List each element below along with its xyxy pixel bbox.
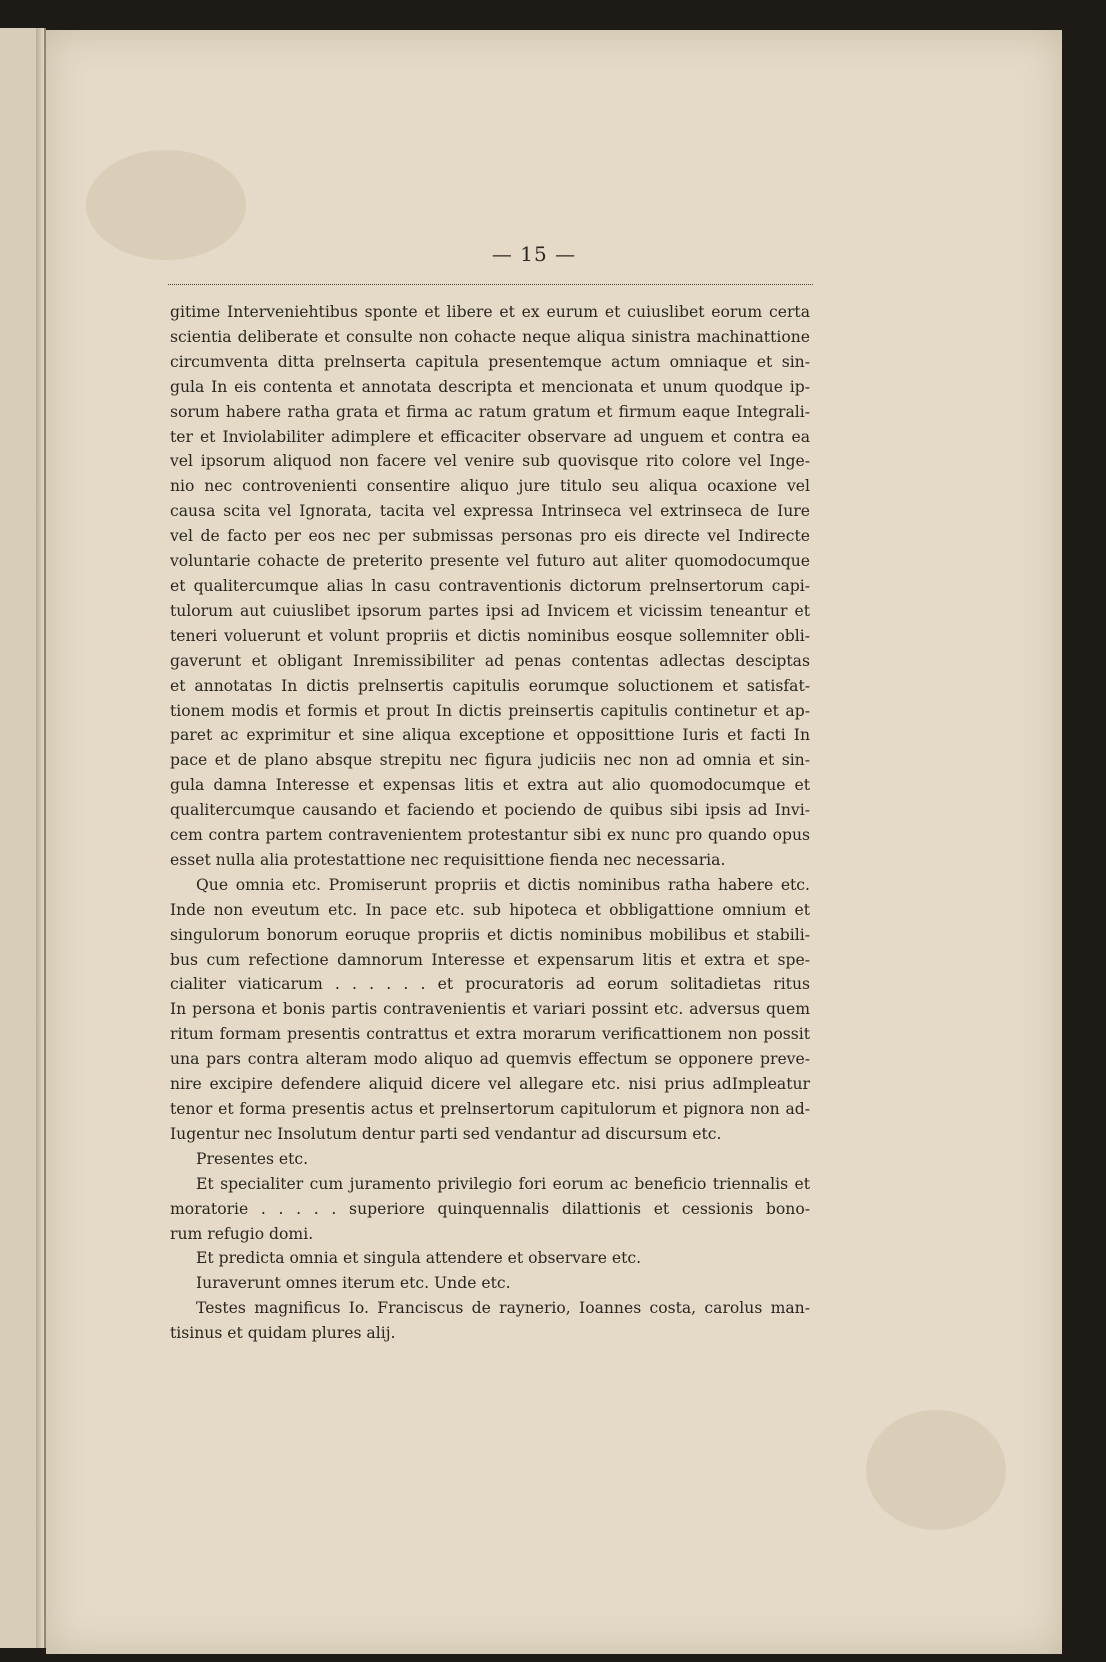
text-line: Et specialiter cum juramento privilegio fori eorum ac beneficio triennalis et <box>196 1174 810 1193</box>
text-line: ter et Inviolabiliter adimplere et efficaciter observare ad unguem et contra ea <box>170 427 810 446</box>
text-line: voluntarie cohacte de preterito presente vel futuro aut aliter quomodocumque <box>170 552 810 571</box>
text-line: Inde non eveutum etc. In pace etc. sub hipoteca et obbligattione omnium et <box>170 900 810 919</box>
text-line: circumventa ditta prelnserta capitula presentemque actum omniaque et sin- <box>170 352 810 371</box>
text-line: Et predicta omnia et singula attendere et observare etc. <box>196 1249 642 1268</box>
text-line: tenor et forma presentis actus et prelnsertorum capitulorum et pignora non ad- <box>170 1100 810 1118</box>
text-line: teneri voluerunt et volunt propriis et dictis nominibus eosque sollemniter obli- <box>170 626 810 645</box>
text-line: tisinus et quidam plures alij. <box>170 1324 396 1343</box>
text-line: nio nec controvenienti consentire aliquo jure titulo seu aliqua ocaxione vel <box>170 477 810 496</box>
book-page <box>46 30 1062 1654</box>
text-line: gaverunt et obligant Inremissibiliter ad penas contentas adlectas desciptas <box>170 651 810 670</box>
text-line: In persona et bonis partis contravenientis et variari possint etc. adversus quem <box>170 1000 810 1019</box>
text-line: Iugentur nec Insolutum dentur parti sed vendantur ad discursum etc. <box>170 1124 722 1143</box>
paper-stain <box>866 1410 1006 1530</box>
text-line: esset nulla alia protestattione nec requisittione fienda nec necessaria. <box>170 850 726 869</box>
text-line: ritum formam presentis contrattus et extra morarum verificattionem non possit <box>170 1025 810 1044</box>
text-line: singulorum bonorum eoruque propriis et dictis nominibus mobilibus et stabili- <box>170 925 810 944</box>
text-line: vel ipsorum aliquod non facere vel venire sub quovisque rito colore vel Inge- <box>170 452 810 471</box>
text-line: causa scita vel Ignorata, tacita vel expressa Intrinseca vel extrinseca de Iure <box>170 502 810 521</box>
page-number-header: — 15 — <box>491 242 577 266</box>
text-line: una pars contra alteram modo aliquo ad quemvis effectum se opponere preve- <box>170 1050 810 1069</box>
text-line: gula In eis contenta et annotata descripta et mencionata et unum quodque ip- <box>170 377 810 396</box>
text-line: cialiter viaticarum . . . . . . et procuratoris ad eorum solitadietas ritus <box>170 975 810 994</box>
text-line: tionem modis et formis et prout In dictis preinsertis capitulis continetur et ap- <box>170 701 810 720</box>
text-line: et annotatas In dictis prelnsertis capitulis eorumque soluctionem et satisfat- <box>170 676 810 695</box>
text-line: paret ac exprimitur et sine aliqua exceptione et opposittione Iuris et facti In <box>170 726 810 745</box>
text-line: qualitercumque causando et faciendo et pociendo de quibus sibi ipsis ad Invi- <box>170 801 810 820</box>
text-line: Que omnia etc. Promiserunt propriis et dictis nominibus ratha habere etc. <box>196 875 810 894</box>
text-line: rum refugio domi. <box>170 1224 314 1243</box>
text-line: gitime Interveniehtibus sponte et libere et ex eurum et cuiuslibet eorum certa <box>170 303 810 321</box>
text-line: et qualitercumque alias ln casu contraventionis dictorum prelnsertorum capi- <box>170 576 810 595</box>
text-line: scientia deliberate et consulte non cohacte neque aliqua sinistra machinattione <box>170 327 810 346</box>
text-line: pace et de plano absque strepitu nec figura judiciis nec non ad omnia et sin- <box>170 751 810 770</box>
text-line: tulorum aut cuiuslibet ipsorum partes ipsi ad Invicem et vicissim teneantur et <box>170 601 810 620</box>
page-body-text <box>170 300 810 1346</box>
text-line: Iuraverunt omnes iterum etc. Unde etc. <box>196 1274 511 1293</box>
book-gutter <box>36 28 44 1648</box>
text-line: sorum habere ratha grata et firma ac ratum gratum et firmum eaque Integrali- <box>170 402 810 421</box>
text-line: cem contra partem contravenientem protestantur sibi ex nunc pro quando opus <box>170 826 810 845</box>
text-line: bus cum refectione damnorum Interesse et expensarum litis et extra et spe- <box>170 950 810 969</box>
header-dotted-rule <box>168 284 813 285</box>
text-line: Testes magnificus Io. Franciscus de raynerio, Ioannes costa, carolus man- <box>196 1299 810 1318</box>
text-line: moratorie . . . . . superiore quinquennalis dilattionis et cessionis bono- <box>170 1199 810 1218</box>
text-line: vel de facto per eos nec per submissas personas pro eis directe vel Indirecte <box>170 527 810 546</box>
text-line: Presentes etc. <box>196 1149 309 1168</box>
text-line: nire excipire defendere aliquid dicere vel allegare etc. nisi prius adImpleatur <box>170 1075 810 1094</box>
text-line: gula damna Interesse et expensas litis et extra aut alio quomodocumque et <box>170 776 810 795</box>
